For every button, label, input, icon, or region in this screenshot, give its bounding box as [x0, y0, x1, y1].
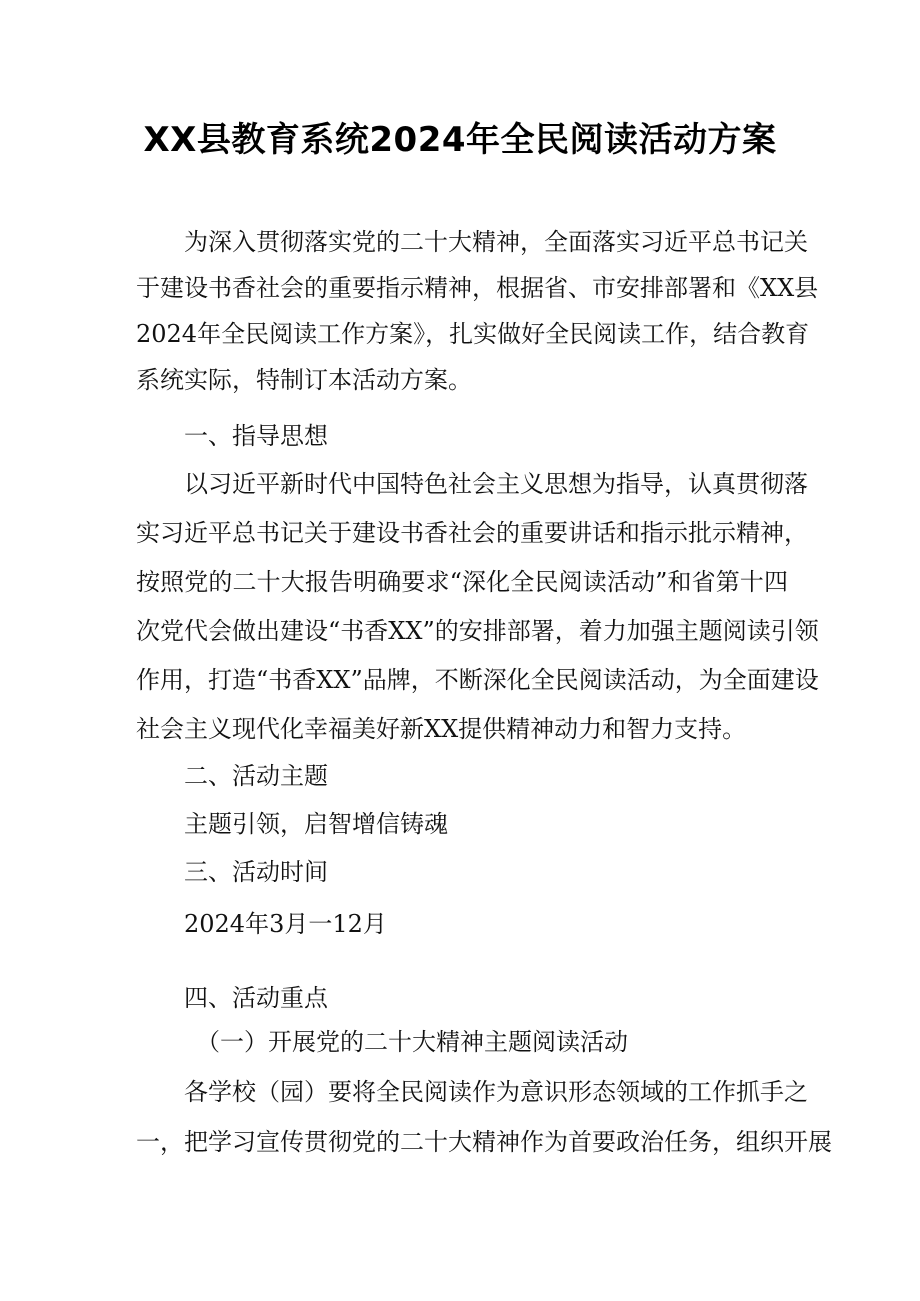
- section-2-body: 主题引领，启智增信铸魂: [136, 810, 448, 838]
- section-3-heading: 三、活动时间: [136, 858, 328, 886]
- section-1-line-6: 社会主义现代化幸福美好新XX提供精神动力和智力支持。: [136, 715, 747, 743]
- section-4-line-2: 一，把学习宣传贯彻党的二十大精神作为首要政治任务，组织开展: [136, 1128, 832, 1156]
- intro-line-4: 系统实际，特制订本活动方案。: [136, 366, 472, 394]
- section-1-line-2: 实习近平总书记关于建设书香社会的重要讲话和指示批示精神，: [136, 519, 808, 547]
- section-3-body: 2024年3月一12月: [136, 910, 387, 938]
- section-2-heading: 二、活动主题: [136, 762, 328, 790]
- section-1-heading: 一、指导思想: [136, 422, 328, 450]
- section-1-line-5: 作用，打造“书香XX”品牌，不断深化全民阅读活动，为全面建设: [136, 666, 819, 694]
- section-1-line-4: 次党代会做出建设“书香XX”的安排部署，着力加强主题阅读引领: [136, 617, 819, 645]
- document-title: XX县教育系统2024年全民阅读活动方案: [143, 120, 777, 160]
- intro-line-1: 为深入贯彻落实党的二十大精神，全面落实习近平总书记关: [136, 228, 808, 256]
- intro-line-2: 于建设书香社会的重要指示精神，根据省、市安排部署和《XX县: [136, 274, 819, 302]
- intro-line-3: 2024年全民阅读工作方案》，扎实做好全民阅读工作，结合教育: [136, 320, 810, 348]
- section-4-heading: 四、活动重点: [136, 984, 328, 1012]
- section-1-line-3: 按照党的二十大报告明确要求“深化全民阅读活动”和省第十四: [136, 568, 788, 596]
- section-4-line-1: 各学校（园）要将全民阅读作为意识形态领域的工作抓手之: [136, 1078, 808, 1106]
- section-4-subheading-1: （一）开展党的二十大精神主题阅读活动: [136, 1028, 628, 1056]
- section-1-line-1: 以习近平新时代中国特色社会主义思想为指导，认真贯彻落: [136, 470, 808, 498]
